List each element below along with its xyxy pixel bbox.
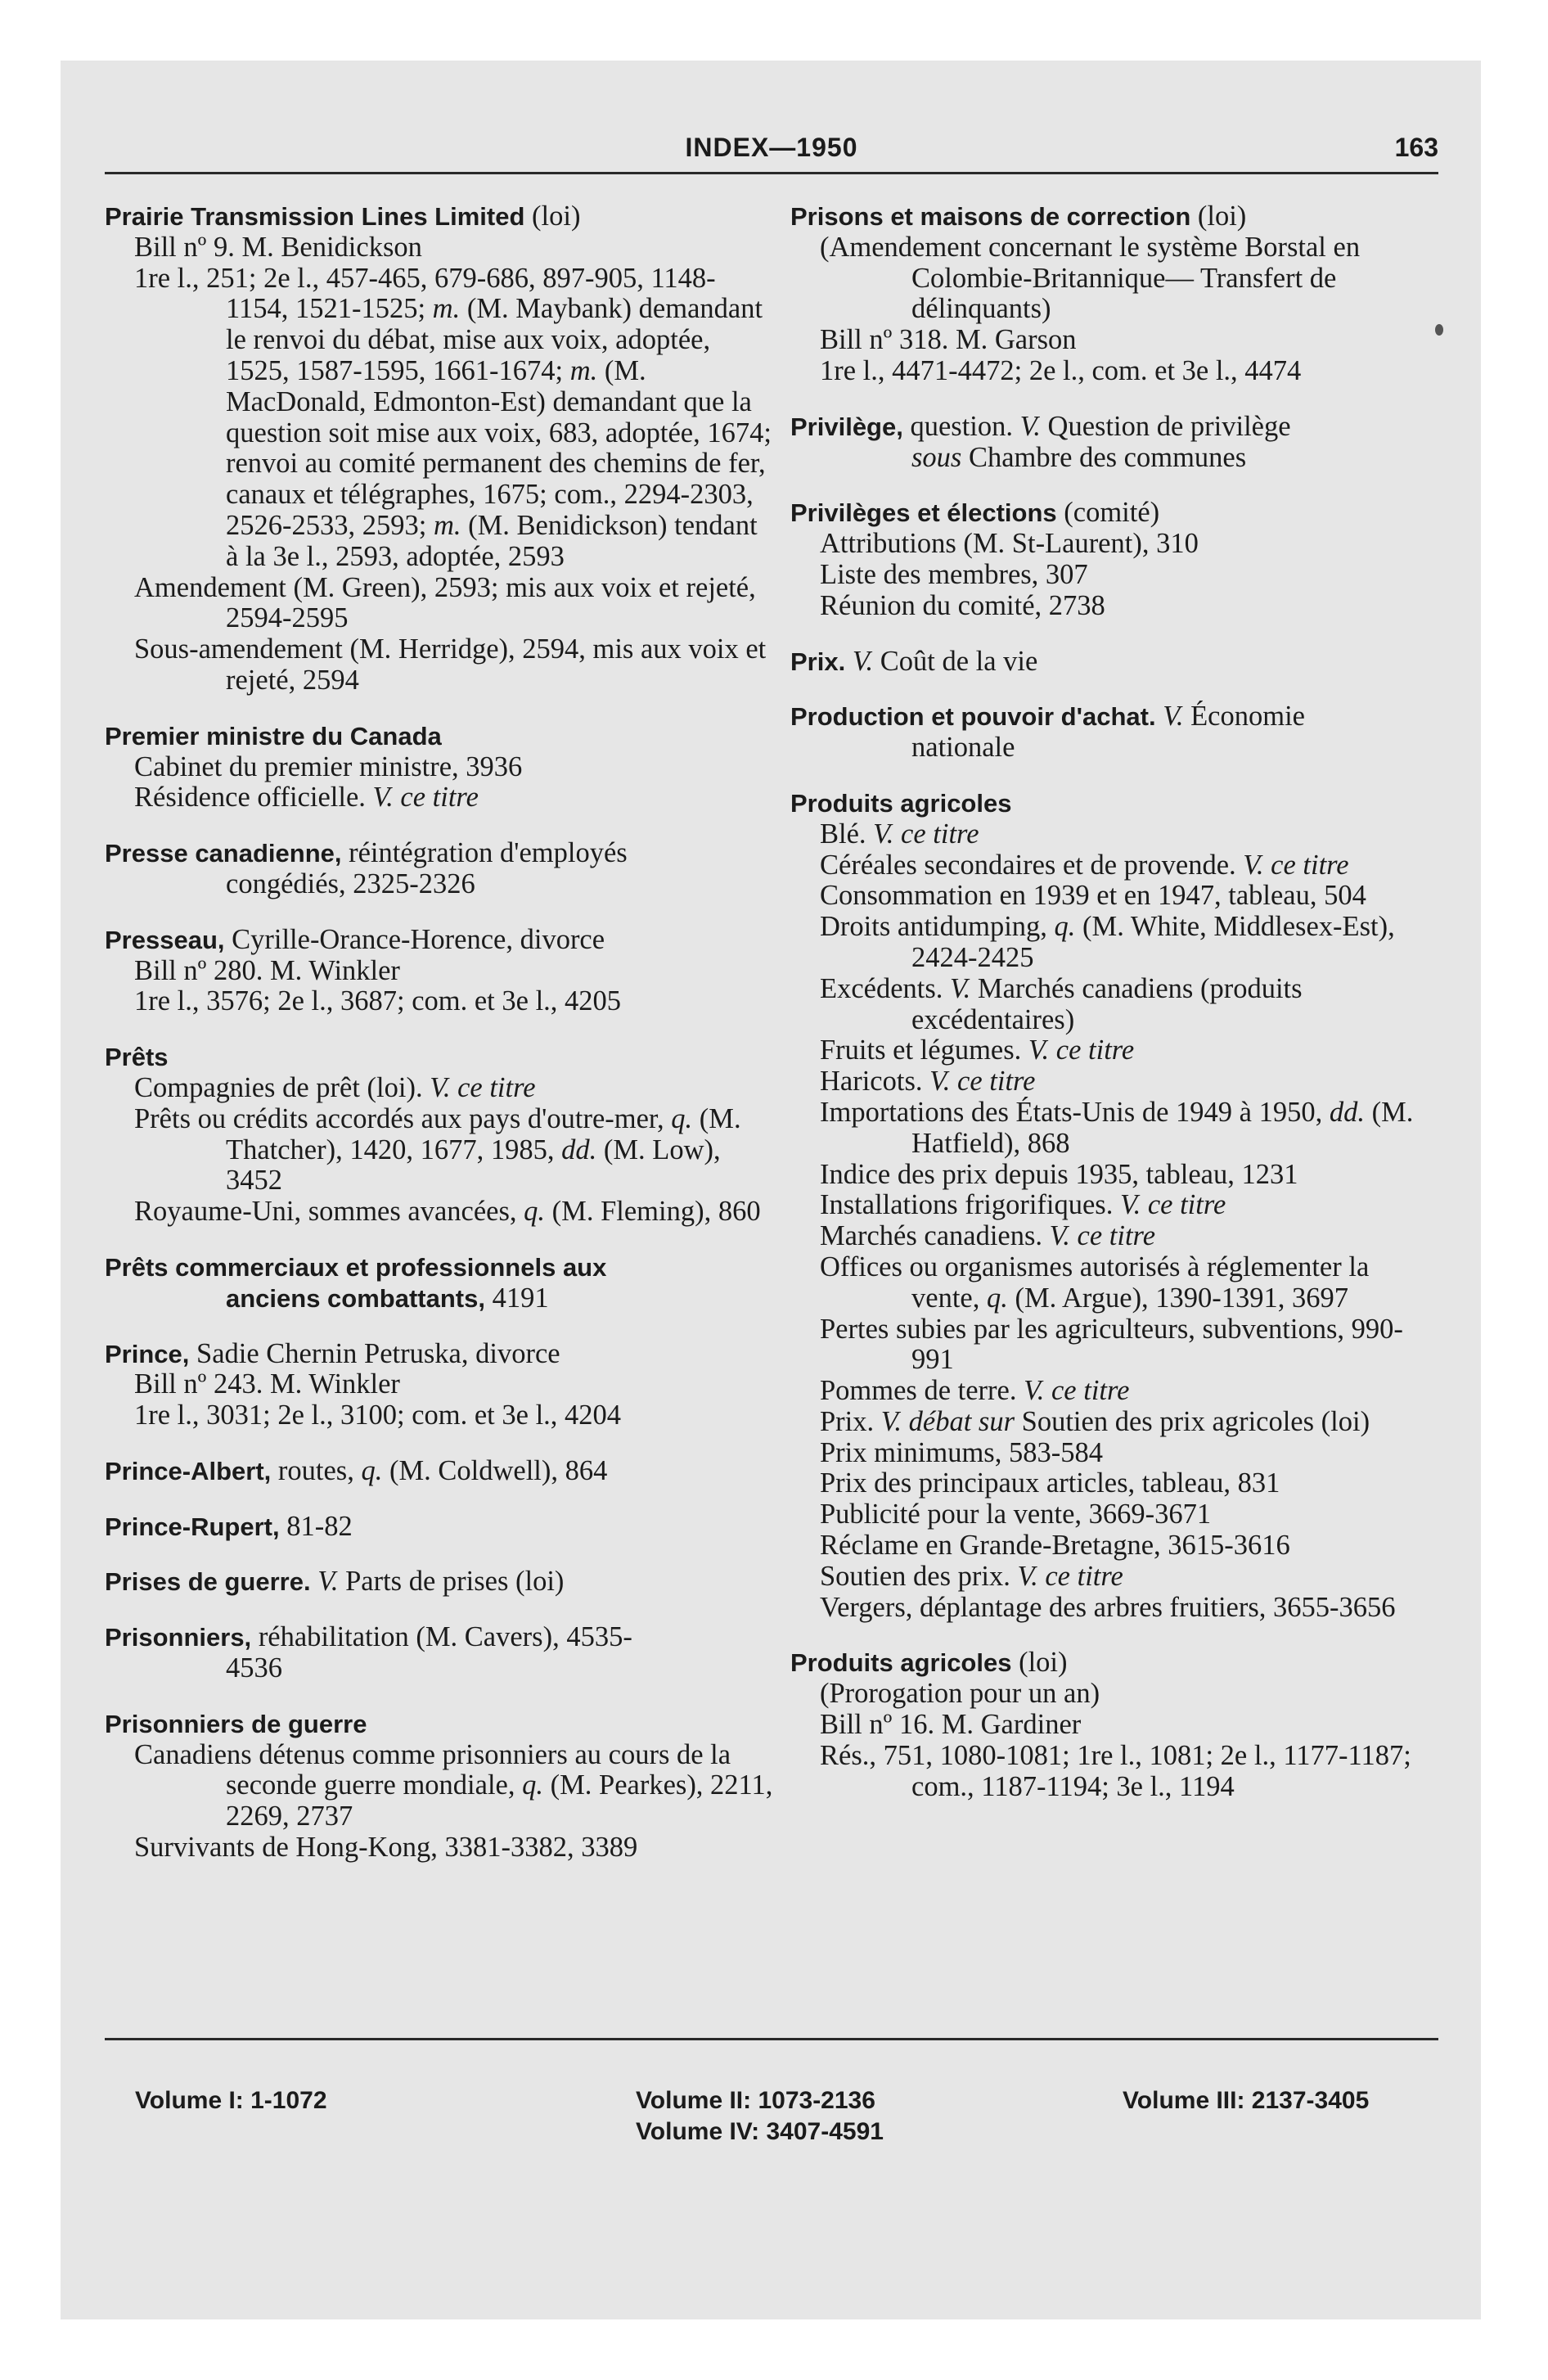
entry-subline: Canadiens détenus comme prisonniers au cours de la seconde guerre mondiale, q. (M. Pearkes), 2211, 2269, 2737	[134, 1738, 773, 1832]
entry-subline: Fruits et légumes. V. ce titre	[820, 1034, 1135, 1066]
entry-heading	[105, 1512, 776, 1543]
page-number: 163	[1394, 133, 1438, 162]
entry-heading	[790, 1648, 1438, 1679]
entry-subline: 1re l., 3031; 2e l., 3100; com. et 3e l., 4204	[134, 1400, 622, 1431]
page-title: INDEX—1950	[685, 133, 858, 162]
index-entry	[105, 721, 776, 814]
entry-subline: Bill nº 280. M. Winkler	[134, 954, 400, 986]
entry-subline: Liste des membres, 307	[820, 558, 1088, 590]
entry-subline: Vergers, déplantage des arbres fruitiers, 3655-3656	[820, 1591, 1396, 1623]
entry-heading-suffix: réhabilitation (M. Cavers), 4535-	[251, 1621, 632, 1653]
entry-headword: Production et pouvoir d'achat.	[790, 702, 1156, 732]
index-entry	[790, 498, 1438, 621]
index-entry	[105, 1042, 776, 1228]
entry-heading	[790, 647, 1438, 678]
index-entry	[790, 701, 1438, 764]
entry-subline: Prix des principaux articles, tableau, 831	[820, 1467, 1280, 1499]
entry-subline: Offices ou organismes autorisés à réglementer la vente, q. (M. Argue), 1390-1391, 3697	[820, 1251, 1370, 1314]
entry-subline: Publicité pour la vente, 3669-3671	[820, 1499, 1212, 1530]
entry-subline: Réclame en Grande-Bretagne, 3615-3616	[820, 1530, 1290, 1562]
entry-subline: Céréales secondaires et de provende. V. ce titre	[820, 849, 1349, 881]
index-entry	[105, 1709, 776, 1864]
entry-headword: Privilège,	[790, 412, 903, 441]
entry-subline: Droits antidumping, q. (M. White, Middlesex-Est), 2424-2425	[820, 911, 1395, 973]
entry-heading-suffix: routes, q. (M. Coldwell), 864	[271, 1454, 608, 1486]
entry-headword: Produits agricoles	[790, 1648, 1012, 1678]
entry-subline: Soutien des prix. V. ce titre	[820, 1560, 1123, 1592]
entry-heading	[105, 1709, 776, 1740]
entry-heading	[105, 201, 776, 232]
entry-headword: Prince-Rupert,	[105, 1512, 280, 1541]
index-entry	[790, 647, 1438, 678]
entry-heading-suffix: (loi)	[524, 201, 581, 232]
entry-headword: Prairie Transmission Lines Limited	[105, 202, 525, 231]
entry-headword: Prince-Albert,	[105, 1456, 272, 1485]
entry-heading	[105, 1566, 776, 1598]
entry-subline: Attributions (M. St-Laurent), 310	[820, 528, 1199, 560]
entry-heading-suffix: V. Parts de prises (loi)	[317, 1566, 565, 1598]
entry-headword: Prisonniers,	[105, 1623, 252, 1652]
entry-headword: Presse canadienne,	[105, 839, 342, 868]
footer-volume-4: Volume IV: 3407-4591	[636, 2118, 884, 2145]
index-entry	[790, 788, 1438, 1624]
entry-heading-suffix: question. V. Question de privilège	[902, 410, 1291, 442]
entry-heading	[790, 498, 1438, 529]
entry-heading	[790, 201, 1438, 232]
entry-headword: Prisons et maisons de correction	[790, 202, 1191, 231]
entry-subline: congédiés, 2325-2326	[226, 868, 475, 899]
page-header	[105, 133, 1438, 170]
entry-heading	[790, 701, 1438, 732]
entry-subline: Consommation en 1939 et en 1947, tableau, 504	[820, 880, 1366, 912]
entry-subline: sous Chambre des communes	[911, 441, 1247, 473]
entry-heading	[105, 721, 776, 752]
index-entry	[105, 1456, 776, 1487]
index-entry	[105, 925, 776, 1017]
entry-subline: Survivants de Hong-Kong, 3381-3382, 3389	[134, 1832, 638, 1864]
index-entry	[105, 838, 776, 900]
entry-subline: Pommes de terre. V. ce titre	[820, 1375, 1130, 1407]
entry-subline: Haricots. V. ce titre	[820, 1066, 1036, 1098]
entry-subline: (Amendement concernant le système Borstal en Colombie-Britannique— Transfert de délinquants)	[820, 231, 1361, 325]
right-column	[790, 201, 1438, 1827]
entry-subline: 1re l., 3576; 2e l., 3687; com. et 3e l., 4205	[134, 985, 622, 1017]
index-entry	[105, 1339, 776, 1431]
entry-heading-suffix: Cyrille-Orance-Horence, divorce	[224, 923, 605, 955]
entry-subline: Excédents. V. Marchés canadiens (produits excédentaires)	[820, 972, 1303, 1035]
entry-heading-suffix: (loi)	[1011, 1647, 1068, 1679]
entry-subline: Pertes subies par les agriculteurs, subventions, 990-991	[820, 1313, 1403, 1376]
entry-headword: Prises de guerre.	[105, 1567, 311, 1597]
entry-heading	[790, 412, 1438, 443]
entry-headword: Prisonniers de guerre	[105, 1709, 367, 1738]
entry-headword: Prince,	[105, 1339, 190, 1368]
entry-subline: Cabinet du premier ministre, 3936	[134, 751, 523, 782]
entry-heading	[105, 838, 776, 869]
entry-subline: Royaume-Uni, sommes avancées, q. (M. Fleming), 860	[134, 1196, 761, 1228]
entry-heading-suffix: V. Coût de la vie	[852, 645, 1038, 677]
entry-heading	[105, 1456, 776, 1487]
entry-heading-suffix: Sadie Chernin Petruska, divorce	[189, 1337, 560, 1369]
footer-volume-2-4	[636, 2085, 884, 2148]
entry-heading-suffix: V. Économie	[1163, 701, 1305, 732]
entry-heading-suffix: (comité)	[1056, 497, 1160, 529]
left-column	[105, 201, 776, 1888]
entry-subline: 4536	[226, 1652, 282, 1684]
entry-subline: Sous-amendement (M. Herridge), 2594, mis aux voix et rejeté, 2594	[134, 633, 767, 696]
entry-headword: Produits agricoles	[790, 788, 1012, 818]
entry-subline: Résidence officielle. V. ce titre	[134, 782, 479, 814]
index-entry	[790, 201, 1438, 387]
entry-subline: Amendement (M. Green), 2593; mis aux voix et rejeté, 2594-2595	[134, 571, 756, 634]
entry-subline: Installations frigorifiques. V. ce titre	[820, 1189, 1226, 1221]
entry-heading	[105, 1339, 776, 1370]
entry-subline: Blé. V. ce titre	[820, 818, 979, 850]
entry-headword: Premier ministre du Canada	[105, 721, 442, 751]
entry-subline: 1re l., 4471-4472; 2e l., com. et 3e l., 4474	[820, 354, 1302, 386]
entry-subline: Prix minimums, 583-584	[820, 1436, 1103, 1468]
entry-subline: Rés., 751, 1080-1081; 1re l., 1081; 2e l., 1177-1187; com., 1187-1194; 3e l., 1194	[820, 1739, 1411, 1802]
entry-heading	[105, 1252, 776, 1283]
entry-subline: Importations des États-Unis de 1949 à 1950, dd. (M. Hatfield), 868	[820, 1096, 1414, 1159]
entry-subline: Compagnies de prêt (loi). V. ce titre	[134, 1071, 536, 1103]
entry-subline: Prêts ou crédits accordés aux pays d'outre-mer, q. (M. Thatcher), 1420, 1677, 1985, dd. (M. Low), 3452	[134, 1102, 741, 1197]
entry-headword: Prix.	[790, 647, 846, 676]
entry-headword: Prêts commerciaux et professionnels aux	[105, 1252, 607, 1282]
header-rule	[105, 172, 1438, 174]
footer-volume-2: Volume II: 1073-2136	[636, 2087, 875, 2114]
entry-headword: Privilèges et élections	[790, 498, 1057, 528]
index-entry	[105, 1566, 776, 1598]
index-entry	[790, 412, 1438, 474]
footer-volume-1: Volume I: 1-1072	[135, 2087, 327, 2114]
index-entry	[790, 1648, 1438, 1802]
entry-subline: nationale	[911, 732, 1015, 764]
footer-rule	[105, 2038, 1438, 2040]
margin-mark	[1435, 324, 1443, 336]
entry-subline: 1re l., 251; 2e l., 457-465, 679-686, 897-905, 1148-1154, 1521-1525; m. (M. Maybank) demandant le renvoi du débat, mise aux voix, adoptée, 1525, 1587-1595, 1661-1674; m. (M. MacDonald, Edmonton-Est) demandant que la question soit mise aux voix, 683, adoptée, 1674; renvoi au comité permanent des chemins de fer, canaux et télégraphes, 1675; com., 2294-2303, 2526-2533, 2593; m. (M. Benidickson) tendant à la 3e l., 2593, adoptée, 2593	[134, 262, 772, 572]
entry-heading	[790, 788, 1438, 819]
entry-subline: (Prorogation pour un an)	[820, 1678, 1100, 1710]
entry-subline: Marchés canadiens. V. ce titre	[820, 1220, 1156, 1252]
entry-subline: Bill nº 318. M. Garson	[820, 324, 1077, 356]
entry-heading	[105, 1042, 776, 1073]
entry-heading	[105, 1622, 776, 1653]
entry-headword: Presseau,	[105, 925, 225, 954]
entry-heading	[105, 925, 776, 956]
index-entry	[105, 1252, 776, 1314]
footer-volume-3: Volume III: 2137-3405	[1123, 2087, 1370, 2114]
entry-heading-suffix: 81-82	[279, 1510, 353, 1542]
entry-subline: Prix. V. débat sur Soutien des prix agricoles (loi)	[820, 1405, 1370, 1437]
entry-subline: Indice des prix depuis 1935, tableau, 1231	[820, 1158, 1298, 1190]
index-entry	[105, 1512, 776, 1543]
entry-headword: Prêts	[105, 1043, 169, 1072]
entry-subline: Bill nº 243. M. Winkler	[134, 1368, 400, 1400]
entry-subline: Bill nº 9. M. Benidickson	[134, 231, 422, 263]
entry-subline: Réunion du comité, 2738	[820, 589, 1105, 621]
index-entry	[105, 1622, 776, 1684]
entry-subline: Bill nº 16. M. Gardiner	[820, 1709, 1082, 1741]
entry-heading-suffix: (loi)	[1190, 201, 1247, 232]
index-entry	[105, 201, 776, 696]
entry-subline: anciens combattants, 4191	[226, 1282, 549, 1314]
entry-heading-suffix: réintégration d'employés	[341, 837, 628, 869]
